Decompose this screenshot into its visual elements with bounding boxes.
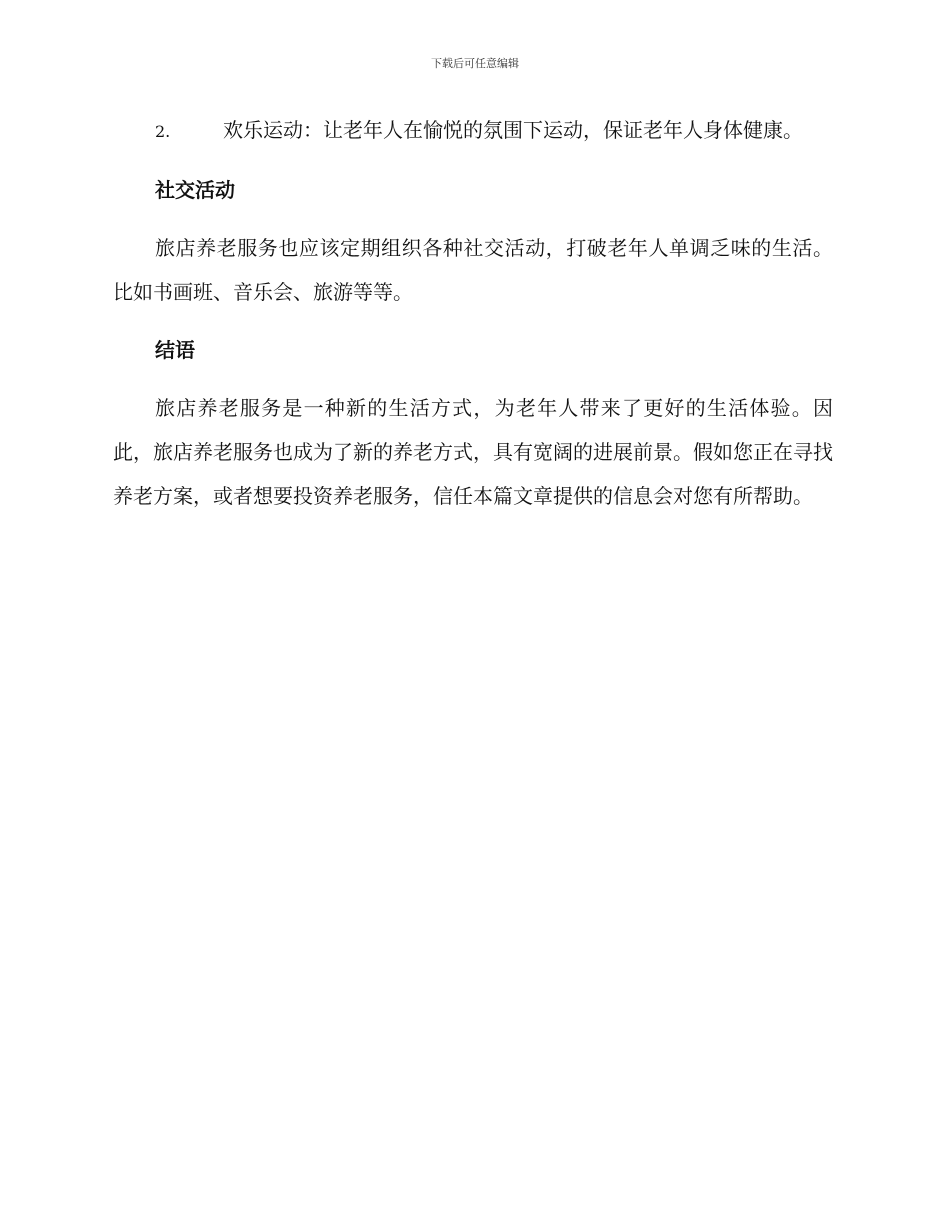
section-heading-social: 社交活动 (155, 178, 235, 202)
section-heading-conclusion: 结语 (155, 338, 195, 362)
page-header: 下载后可任意编辑 (431, 57, 519, 70)
list-item-text: 欢乐运动：让老年人在愉悦的氛围下运动，保证老年人身体健康。 (223, 118, 803, 142)
list-item (113, 108, 833, 154)
document-body (113, 108, 833, 532)
section-paragraph-conclusion: 旅店养老服务是一种新的生活方式，为老年人带来了更好的生活体验。因此，旅店养老服务也成为了新的养老方式，具有宽阔的进展前景。假如您正在寻找养老方案，或者想要投资养老服务，信任本篇文章提供的信息会对您有所帮助。 (113, 396, 833, 508)
list-number: 2. (155, 122, 171, 141)
section-paragraph-social: 旅店养老服务也应该定期组织各种社交活动，打破老年人单调乏味的生活。比如书画班、音乐会、旅游等等。 (113, 236, 833, 304)
